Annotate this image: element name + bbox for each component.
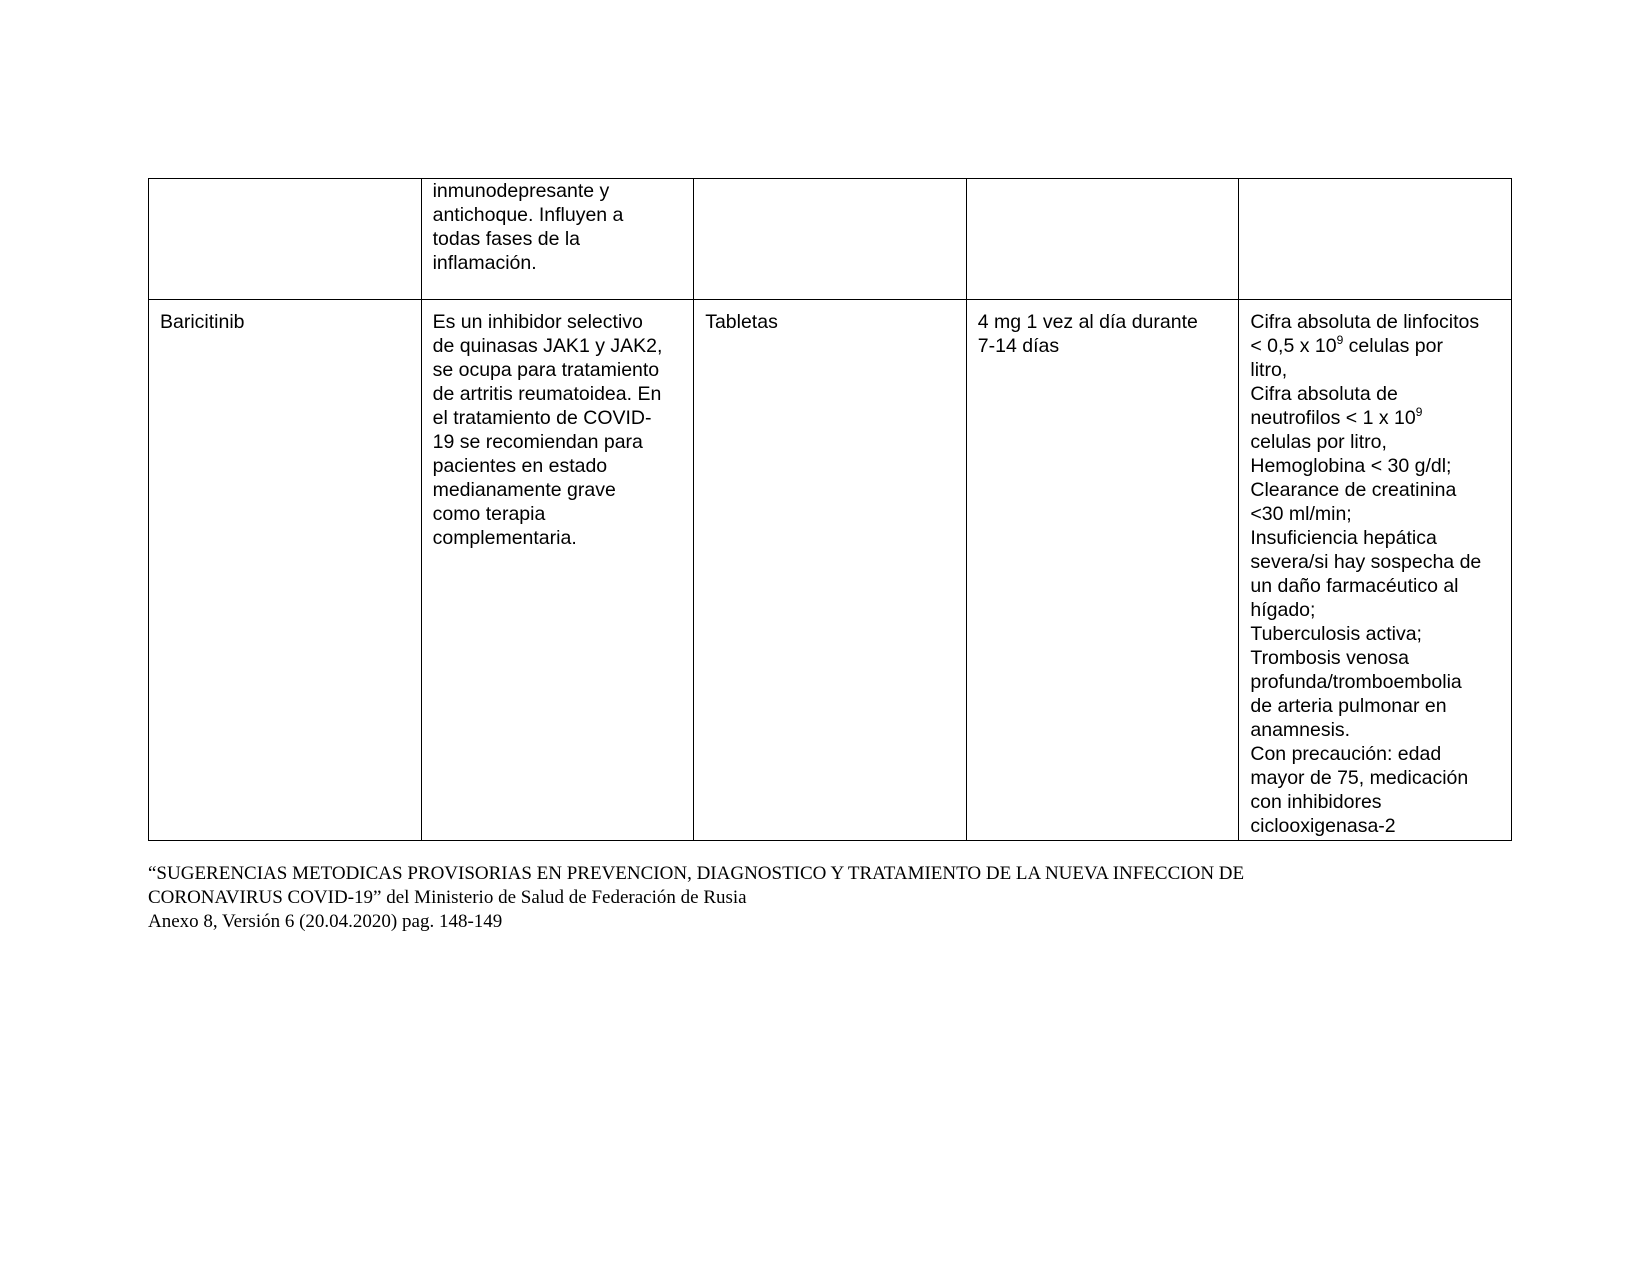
cell-text-line: inflamación. bbox=[432, 252, 537, 274]
table-row bbox=[149, 179, 1512, 300]
cell-text-line: como terapia bbox=[432, 503, 546, 525]
superscript: 9 bbox=[1336, 333, 1344, 347]
source-footer bbox=[148, 862, 1548, 934]
cell-text-line: anamnesis. bbox=[1250, 719, 1351, 741]
cell-text-line: complementaria. bbox=[432, 527, 577, 549]
cell-text-line: litro, bbox=[1250, 359, 1288, 381]
cell-text-line: Cifra absoluta de linfocitos bbox=[1250, 311, 1480, 333]
footer-line: CORONAVIRUS COVID-19” del Ministerio de Salud de Federación de Rusia bbox=[148, 887, 747, 908]
cell-text-line: celulas por litro, bbox=[1250, 431, 1387, 453]
cell-text-line: ciclooxigenasa-2 bbox=[1250, 815, 1396, 837]
cell-text-line: con inhibidores bbox=[1250, 791, 1382, 813]
cell-text-line: pacientes en estado bbox=[432, 455, 608, 477]
cell-text-line: profunda/tromboembolia bbox=[1250, 671, 1462, 693]
cell-text-line: Trombosis venosa bbox=[1250, 647, 1409, 669]
table-cell-description bbox=[421, 179, 694, 300]
cell-text-line: Clearance de creatinina bbox=[1250, 479, 1457, 501]
drug-name: Baricitinib bbox=[160, 311, 245, 333]
table-cell bbox=[1239, 179, 1512, 300]
cell-text-line: todas fases de la bbox=[432, 228, 581, 250]
table-cell-form bbox=[694, 300, 967, 841]
cell-text-line: hígado; bbox=[1250, 599, 1316, 621]
cell-text-line: de arteria pulmonar en bbox=[1250, 695, 1447, 717]
superscript: 9 bbox=[1415, 405, 1423, 419]
cell-text-line: 19 se recomiendan para bbox=[432, 431, 643, 453]
drug-form: Tabletas bbox=[705, 311, 778, 333]
table-cell-description bbox=[421, 300, 694, 841]
cell-text-line: 4 mg 1 vez al día durante bbox=[977, 311, 1198, 333]
cell-text-line bbox=[1250, 406, 1501, 430]
footer-line: “SUGERENCIAS METODICAS PROVISORIAS EN PREVENCION, DIAGNOSTICO Y TRATAMIENTO DE LA NUEVA INFECCION DE bbox=[148, 863, 1245, 884]
text-fragment: < 0,5 x 10 bbox=[1250, 335, 1337, 357]
table-cell-dosage bbox=[966, 300, 1239, 841]
cell-text-line: <30 ml/min; bbox=[1250, 503, 1352, 525]
cell-text-line: inmunodepresante y bbox=[432, 180, 610, 202]
text-fragment: celulas por bbox=[1343, 335, 1443, 357]
cell-text-line: antichoque. Influyen a bbox=[432, 204, 624, 226]
table-cell bbox=[966, 179, 1239, 300]
cell-text-line: severa/si hay sospecha de bbox=[1250, 551, 1482, 573]
cell-text-line: Hemoglobina < 30 g/dl; bbox=[1250, 455, 1452, 477]
drug-table bbox=[148, 178, 1512, 841]
text-fragment: neutrofilos < 1 x 10 bbox=[1250, 407, 1416, 429]
cell-text-line: un daño farmacéutico al bbox=[1250, 575, 1459, 597]
cell-text-line: Es un inhibidor selectivo bbox=[432, 311, 643, 333]
footer-line: Anexo 8, Versión 6 (20.04.2020) pag. 148-149 bbox=[148, 911, 503, 932]
table-cell bbox=[694, 179, 967, 300]
cell-text-line: Tuberculosis activa; bbox=[1250, 623, 1422, 645]
table-row bbox=[149, 300, 1512, 841]
cell-text-line: Cifra absoluta de bbox=[1250, 383, 1398, 405]
cell-text-line: Insuficiencia hepática bbox=[1250, 527, 1437, 549]
cell-text-line: 7-14 días bbox=[977, 335, 1060, 357]
cell-text-line: de artritis reumatoidea. En bbox=[432, 383, 662, 405]
cell-text-line: Con precaución: edad bbox=[1250, 743, 1442, 765]
cell-text-line: se ocupa para tratamiento bbox=[432, 359, 660, 381]
cell-text-line bbox=[1250, 334, 1501, 358]
table-cell-contraindications bbox=[1239, 300, 1512, 841]
cell-text-line: de quinasas JAK1 y JAK2, bbox=[432, 335, 663, 357]
cell-text-line: mayor de 75, medicación bbox=[1250, 767, 1469, 789]
cell-text-line: el tratamiento de COVID- bbox=[432, 407, 652, 429]
cell-text-line: medianamente grave bbox=[432, 479, 616, 501]
table-cell bbox=[149, 179, 422, 300]
table-cell-drug bbox=[149, 300, 422, 841]
